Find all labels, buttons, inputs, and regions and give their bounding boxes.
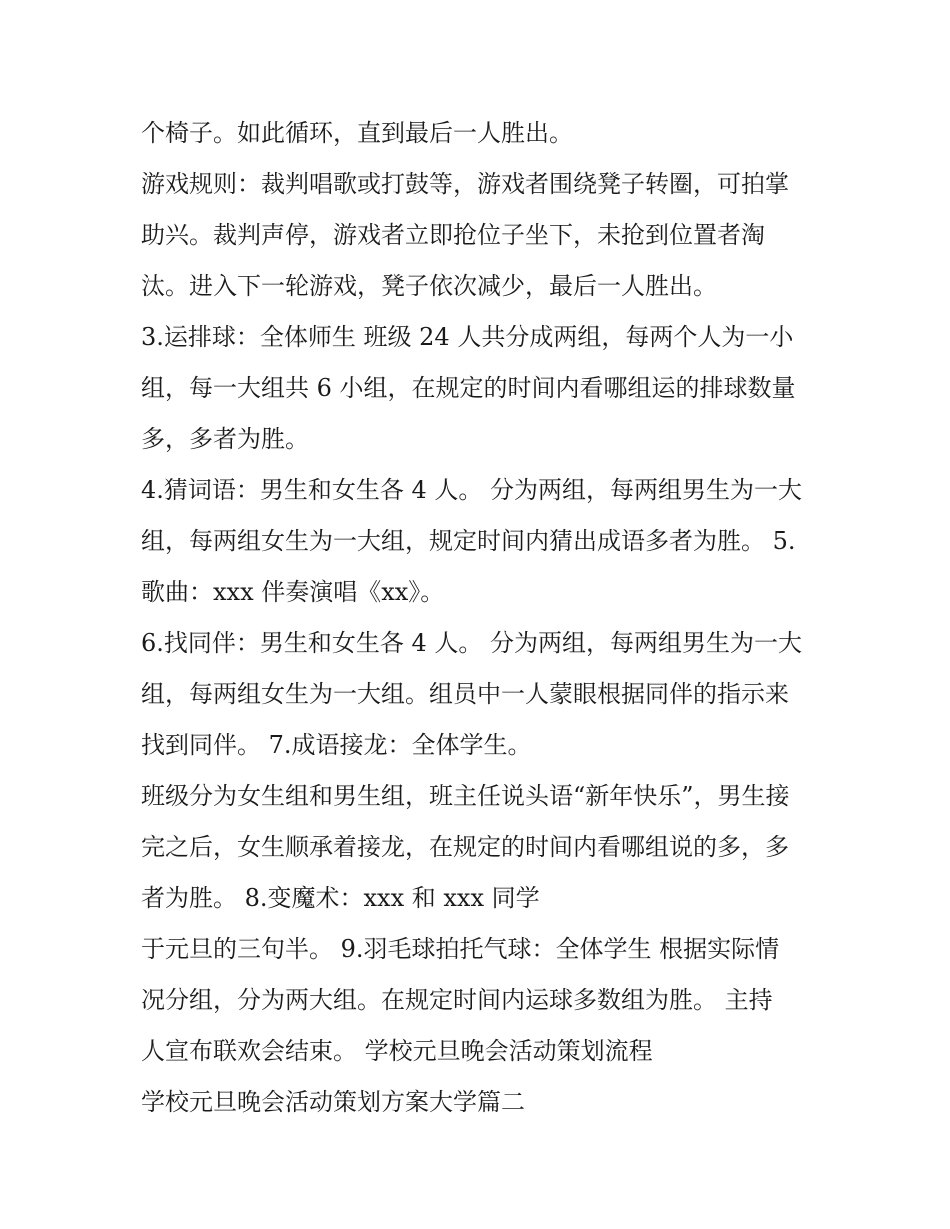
text-line: 歌曲：xxx 伴奏演唱《xx》。 [141, 578, 445, 606]
text-line: 于元旦的三句半。 9.羽毛球拍托气球：全体学生 根据实际情 [141, 935, 780, 963]
text-line: 况分组，分为两大组。在规定时间内运球多数组为胜。 主持 [141, 986, 773, 1014]
text-line: 游戏规则：裁判唱歌或打鼓等，游戏者围绕凳子转圈，可拍掌 [141, 170, 789, 198]
text-line: 多，多者为胜。 [141, 425, 309, 453]
text-line: 个椅子。如此循环，直到最后一人胜出。 [141, 119, 573, 147]
text-line: 助兴。裁判声停，游戏者立即抢位子坐下，未抢到位置者淘 [141, 221, 765, 249]
text-line: 找到同伴。 7.成语接龙：全体学生。 [141, 731, 532, 759]
text-line: 组，每两组女生为一大组，规定时间内猜出成语多者为胜。 5. [141, 527, 796, 555]
text-line: 完之后，女生顺承着接龙，在规定的时间内看哪组说的多，多 [141, 833, 789, 861]
text-line: 组，每一大组共 6 小组，在规定的时间内看哪组运的排球数量 [141, 374, 796, 402]
text-line: 3.运排球：全体师生 班级 24 人共分成两组，每两个人为一小 [141, 323, 794, 351]
text-line: 班级分为女生组和男生组，班主任说头语“新年快乐”，男生接 [141, 782, 790, 810]
text-line: 6.找同伴：男生和女生各 4 人。 分为两组，每两组男生为一大 [141, 629, 803, 657]
document-body [141, 108, 821, 1128]
text-line: 学校元旦晚会活动策划方案大学篇二 [141, 1088, 525, 1116]
text-line: 汰。进入下一轮游戏，凳子依次减少，最后一人胜出。 [141, 272, 717, 300]
text-line: 组，每两组女生为一大组。组员中一人蒙眼根据同伴的指示来 [141, 680, 789, 708]
text-line: 者为胜。 8.变魔术：xxx 和 xxx 同学 [141, 884, 540, 912]
text-line: 4.猜词语：男生和女生各 4 人。 分为两组，每两组男生为一大 [141, 476, 803, 504]
text-line: 人宣布联欢会结束。 学校元旦晚会活动策划流程 [141, 1037, 653, 1065]
